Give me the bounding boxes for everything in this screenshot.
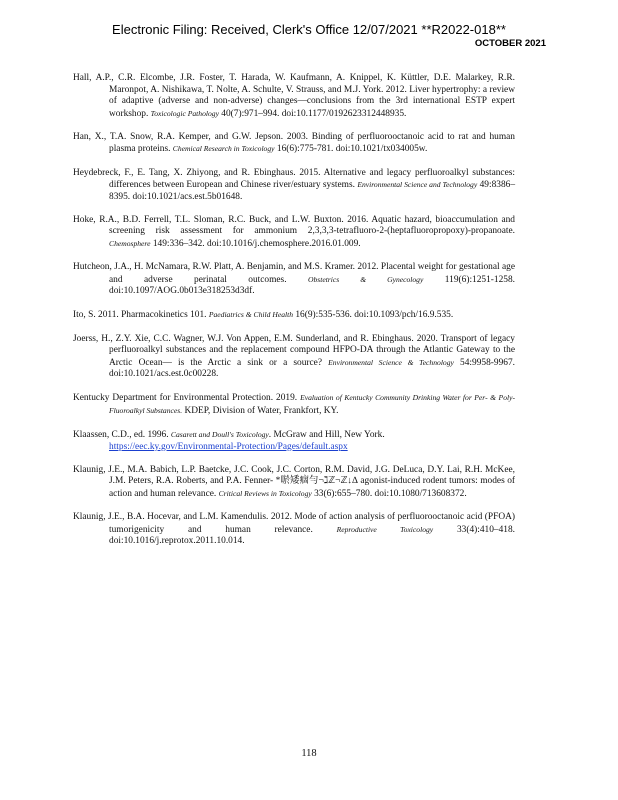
reference-journal: Paediatrics & Child Health — [208, 310, 294, 320]
reference-doi: doi:10.1093/pch/16.9.535. — [354, 310, 454, 321]
reference-details: KDEP, Division of Water, Frankfort, KY. — [184, 405, 339, 416]
reference-doi: doi:10.1080/713608372. — [374, 488, 467, 499]
reference-authors-continued: agonist-induced rodent tumors: modes of action and human relevance. — [109, 476, 516, 499]
reference-doi: doi:10.1021/acs.est.5b01648. — [132, 191, 243, 202]
reference-journal: Evaluation of Kentucky Community Drinking Water for Per- & Poly-Fluoroalkyl Substances. — [109, 393, 516, 415]
reference-entry — [73, 512, 515, 548]
reference-journal: Environmental Science & Technology — [328, 357, 454, 367]
reference-details: 54:9958-9967. — [460, 357, 515, 368]
reference-journal: Chemosphere — [109, 239, 151, 249]
reference-entry — [73, 309, 515, 322]
reference-entry — [73, 262, 515, 298]
reference-details: 149:336–342. — [152, 239, 205, 250]
reference-authors: Klaunig, J.E., M.A. Babich, L.P. Baetcke, J.C. Cook, J.C. Corton, R.M. David, J.G. DeLuca, D.Y. Lai, R.H. McKee, J.M. Peters, R.A. Roberts, and P.A. Fenner- — [73, 464, 515, 487]
reference-authors: Hall, A.P., C.R. Elcombe, J.R. Foster, T. Harada, W. Kaufmann, A. Knippel, K. Küttler, D.E. Malarkey, R.R. Maronpot, A. Nishikawa, T. Nolte, A. Schulte, V. Strauss, and M.J. York. 2012. Liver hypertrophy: a review of adaptive (adverse and non-adverse) changes—conclusions from the 3rd international ESTP expert workshop. — [73, 73, 515, 119]
reference-doi: doi:10.1016/j.reprotox.2011.10.014. — [109, 536, 245, 547]
reference-garbled-text: *唹矮痼勻¬ℷℤ¬ℤ↓∆ — [275, 476, 358, 487]
reference-journal: Environmental Science and Technology — [357, 180, 478, 190]
reference-journal: Obstetrics & Gynecology — [307, 274, 424, 284]
reference-details: 49:8386–8395. — [109, 180, 516, 202]
reference-entry — [73, 168, 515, 204]
filing-header: Electronic Filing: Received, Clerk's Office 12/07/2021 **R2022-018** — [112, 22, 506, 37]
reference-journal: Chemical Research in Toxicology — [172, 144, 275, 154]
reference-entry — [73, 465, 515, 501]
reference-doi: doi:10.1021/tx034005w. — [335, 144, 428, 155]
reference-journal: Toxicologic Pathology — [150, 108, 219, 118]
reference-doi: doi:10.1097/AOG.0b013e318253d3df. — [109, 286, 255, 297]
reference-details: 33(6):655–780. — [314, 488, 373, 499]
reference-authors: Klaassen, C.D., ed. 1996. — [73, 430, 169, 441]
reference-details: 40(7):971–994. — [221, 108, 280, 119]
reference-doi: doi:10.1021/acs.est.0c00228. — [109, 369, 219, 380]
reference-link[interactable]: https://eec.ky.gov/Environmental-Protection/Pages/default.aspx — [109, 441, 348, 452]
reference-journal: Reproductive Toxicology — [336, 524, 434, 534]
reference-entry — [73, 429, 515, 453]
reference-details: 16(6):775-781. — [276, 144, 334, 155]
reference-authors: Hoke, R.A., B.D. Ferrell, T.L. Sloman, R.C. Buck, and L.W. Buxton. 2016. Aquatic hazard, bioaccumulation and screening risk assessment for ammonium 2,3,3,3-tetrafluoro-2-(heptafluoropropoxy)-propanoate. — [73, 214, 515, 237]
reference-authors: Hutcheon, J.A., H. McNamara, R.W. Platt, A. Benjamin, and M.S. Kramer. 2012. Placental weight for gestational age and adverse perinatal outcomes. — [73, 262, 515, 285]
reference-doi: doi:10.1016/j.chemosphere.2016.01.009. — [207, 239, 361, 250]
page-number: 118 — [301, 748, 317, 759]
reference-entry — [73, 392, 515, 417]
reference-authors: Joerss, H., Z.Y. Xie, C.C. Wagner, W.J. Von Appen, E.M. Sunderland, and R. Ebinghaus. 2020. Transport of legacy perfluoroalkyl substances and the replacement compound HFPO-DA through the Atlantic Gateway to the Arctic Ocean— is the Arctic a sink or a source? — [73, 333, 515, 368]
reference-entry — [73, 334, 515, 381]
reference-journal: Critical Reviews in Toxicology — [218, 488, 312, 498]
reference-authors: Ito, S. 2011. Pharmacokinetics 101. — [73, 310, 207, 321]
reference-entry — [73, 73, 515, 120]
reference-authors: Heydebreck, F., E. Tang, X. Zhiyong, and R. Ebinghaus. 2015. Alternative and legacy perfluoroalkyl substances: differences between European and Chinese river/estuary systems. — [73, 167, 515, 191]
reference-entry — [73, 215, 515, 251]
reference-entry — [73, 132, 515, 156]
reference-details: . McGraw and Hill, New York. — [268, 430, 385, 441]
reference-journal: Casarett and Doull's Toxicology — [170, 430, 269, 440]
reference-authors: Han, X., T.A. Snow, R.A. Kemper, and G.W. Jepson. 2003. Binding of perfluorooctanoic acid to rat and human plasma proteins. — [73, 131, 515, 155]
reference-authors: Klaunig, J.E., B.A. Hocevar, and L.M. Kamendulis. 2012. Mode of action analysis of perfluorooctanoic acid (PFOA) tumorigenicity and human relevance. — [73, 512, 515, 535]
reference-details: 119(6):1251-1258. — [444, 274, 516, 285]
reference-authors: Kentucky Department for Environmental Protection. 2019. — [73, 393, 298, 404]
filing-header-date: OCTOBER 2021 — [474, 38, 546, 49]
reference-details: 16(9):535-536. — [295, 310, 352, 321]
reference-doi: doi:10.1177/0192623312448935. — [281, 108, 407, 119]
reference-list — [73, 73, 515, 559]
reference-details: 33(4):410–418. — [456, 524, 516, 535]
